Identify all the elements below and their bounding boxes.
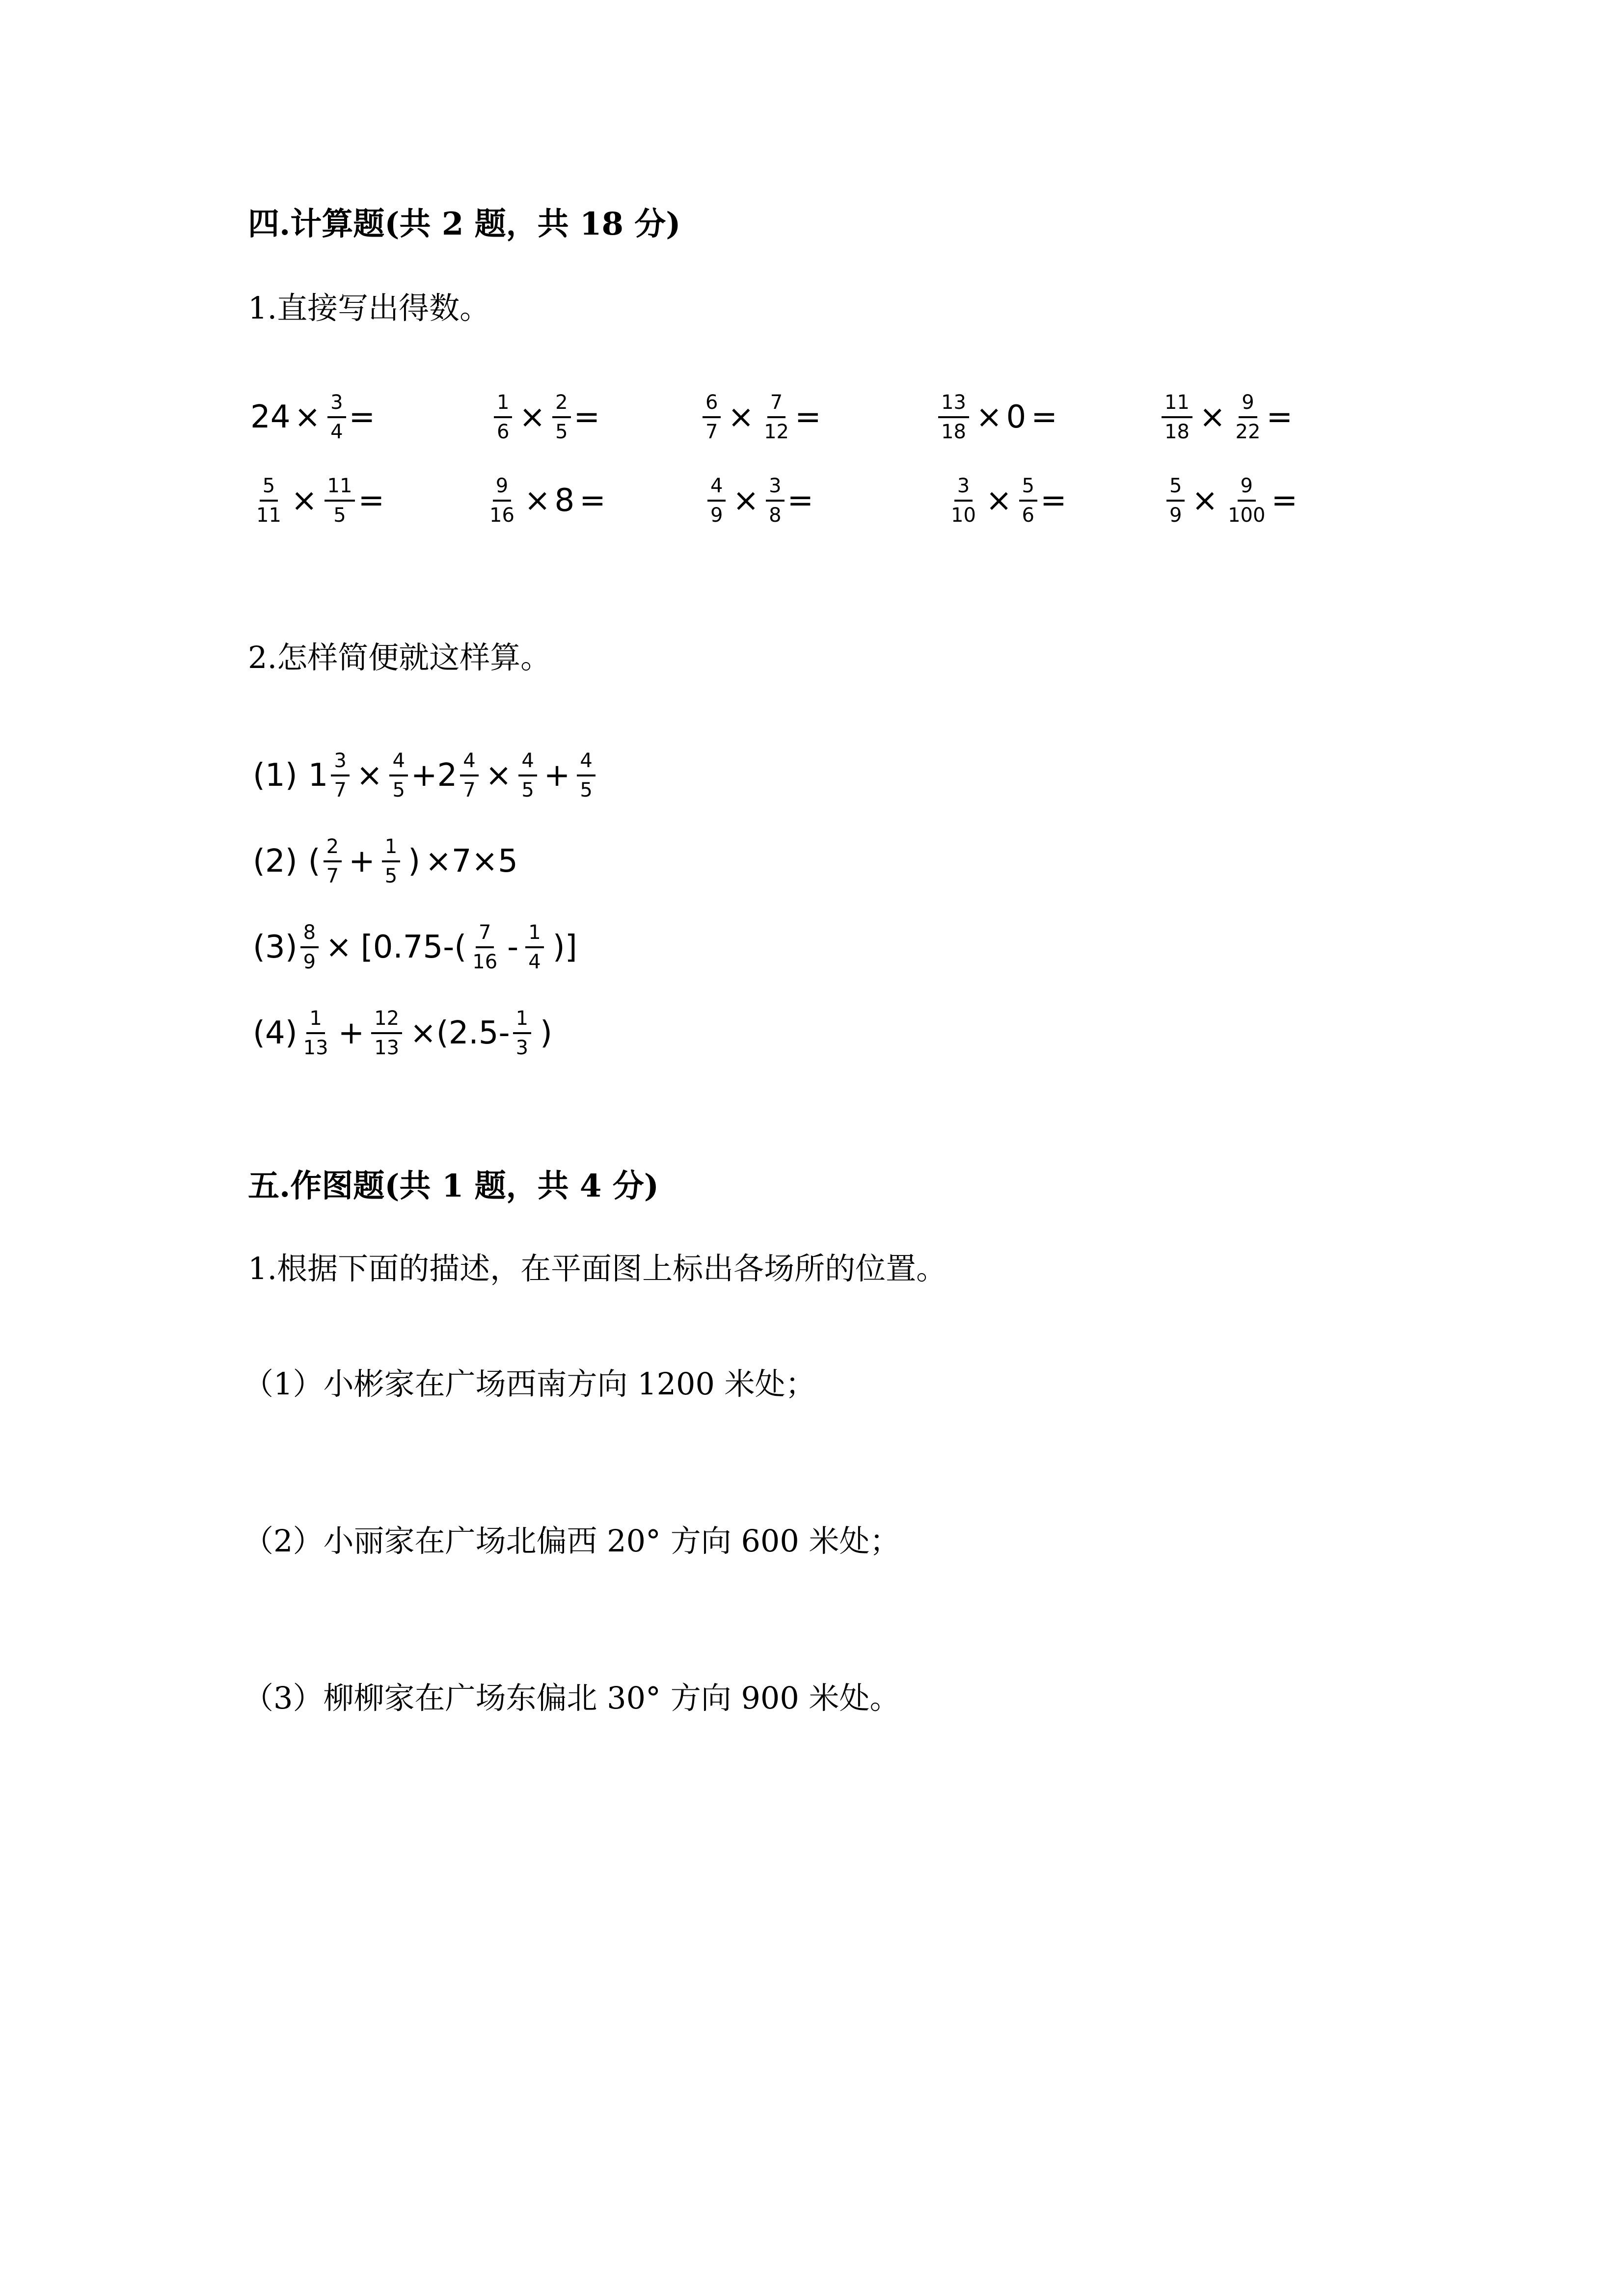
fraction: $\frac{6}{7}$ xyxy=(703,393,721,442)
fraction: $\frac{11}{5}$ xyxy=(325,476,355,525)
equals: = xyxy=(358,482,385,519)
fraction: $\frac{2}{5}$ xyxy=(552,393,570,442)
paren: ( xyxy=(308,843,321,880)
times: × xyxy=(291,482,318,519)
equals: = xyxy=(579,482,606,519)
paren-expr: ×(2.5- xyxy=(410,1015,510,1051)
equals: = xyxy=(1271,482,1298,519)
times: × xyxy=(524,482,551,519)
fraction: $\frac{5}{11}$ xyxy=(256,475,281,527)
problem-1 xyxy=(253,751,598,800)
fraction: $\frac{1}{13}$ xyxy=(303,1007,328,1059)
fraction: $\frac{4}{7}$ xyxy=(460,751,478,800)
expr-r1-5 xyxy=(1159,393,1293,442)
problem-2 xyxy=(253,837,518,886)
fraction: $\frac{5}{6}$ xyxy=(1019,476,1037,525)
fraction: $\frac{13}{18}$ xyxy=(938,393,969,442)
fraction: $\frac{4}{5}$ xyxy=(518,751,537,800)
fraction: $\frac{2}{7}$ xyxy=(324,837,342,886)
fraction: $\frac{12}{13}$ xyxy=(371,1009,402,1058)
equals: = xyxy=(349,399,376,435)
fraction: $\frac{5}{9}$ xyxy=(1166,476,1185,525)
paren: )] xyxy=(552,929,577,965)
times: × xyxy=(294,399,321,435)
expr-r2-2 xyxy=(484,476,606,525)
fraction: $\frac{4}{9}$ xyxy=(707,476,726,525)
times: × xyxy=(356,757,383,794)
fraction: $\frac{1}{6}$ xyxy=(494,393,512,442)
problem-3 xyxy=(253,923,577,972)
equals: = xyxy=(794,399,821,435)
equals: = xyxy=(573,399,600,435)
fraction: $\frac{11}{18}$ xyxy=(1162,393,1192,442)
whole: 1 xyxy=(308,757,328,794)
description-item: （1）小彬家在广场西南方向 1200 米处； xyxy=(243,1366,816,1402)
plus: + xyxy=(338,1015,365,1051)
description-item: （3）柳柳家在广场东偏北 30° 方向 900 米处。 xyxy=(243,1680,900,1716)
times: × xyxy=(325,929,352,965)
fraction: $\frac{3}{10}$ xyxy=(951,475,976,527)
fraction: $\frac{8}{9}$ xyxy=(300,923,319,972)
minus: - xyxy=(507,929,519,965)
times: × xyxy=(1191,482,1218,519)
bracket-expr: [0.75-( xyxy=(360,929,467,965)
equals: = xyxy=(787,482,814,519)
plus: +2 xyxy=(410,757,458,794)
times: × xyxy=(975,399,1002,435)
expr-r2-5 xyxy=(1164,476,1298,525)
fraction: $\frac{3}{8}$ xyxy=(766,476,784,525)
fraction: $\frac{1}{5}$ xyxy=(382,837,400,886)
problem-label: (3) xyxy=(253,929,298,965)
fraction: $\frac{1}{3}$ xyxy=(513,1009,531,1058)
question-1-prompt: 1.根据下面的描述，在平面图上标出各场所的位置。 xyxy=(248,1251,947,1286)
problem-4 xyxy=(253,1009,552,1058)
expr-r2-4 xyxy=(945,476,1067,525)
fraction: $\frac{3}{7}$ xyxy=(331,751,349,800)
fraction: $\frac{9}{16}$ xyxy=(489,475,514,527)
times: × xyxy=(985,482,1012,519)
equals: = xyxy=(1266,399,1293,435)
tail: ×7×5 xyxy=(425,843,518,880)
problem-label: (1) xyxy=(253,757,298,794)
whole: 8 xyxy=(554,482,575,519)
fraction: $\frac{4}{5}$ xyxy=(389,751,407,800)
whole: 24 xyxy=(250,399,291,435)
description-item: （2）小丽家在广场北偏西 20° 方向 600 米处； xyxy=(243,1523,900,1559)
paren: ) xyxy=(408,843,421,880)
question-1-prompt: 1.直接写出得数。 xyxy=(248,290,490,326)
expr-r1-3 xyxy=(700,393,821,442)
expr-r1-1 xyxy=(250,393,375,442)
expr-r1-2 xyxy=(491,393,600,442)
fraction: $\frac{1}{4}$ xyxy=(525,923,543,972)
fraction: $\frac{7}{12}$ xyxy=(764,391,789,443)
times: × xyxy=(485,757,512,794)
times: × xyxy=(728,399,755,435)
fraction: $\frac{9}{22}$ xyxy=(1235,391,1261,443)
times: × xyxy=(1199,399,1226,435)
plus: + xyxy=(543,757,570,794)
times: × xyxy=(732,482,759,519)
section-4-title: 四.计算题(共 2 题，共 18 分) xyxy=(248,206,681,242)
expr-r2-1 xyxy=(250,476,384,525)
problem-label: (4) xyxy=(253,1015,298,1051)
equals: = xyxy=(1031,399,1057,435)
plus: + xyxy=(349,843,375,880)
whole: 0 xyxy=(1006,399,1027,435)
fraction: $\frac{4}{5}$ xyxy=(577,751,595,800)
fraction: $\frac{7}{16}$ xyxy=(472,921,498,973)
paren: ) xyxy=(540,1015,552,1051)
times: × xyxy=(519,399,546,435)
section-5-title: 五.作图题(共 1 题，共 4 分) xyxy=(248,1168,659,1204)
fraction: $\frac{3}{4}$ xyxy=(327,393,346,442)
question-2-prompt: 2.怎样简便就这样算。 xyxy=(248,640,551,675)
equals: = xyxy=(1040,482,1067,519)
problem-label: (2) xyxy=(253,843,298,880)
expr-r1-4 xyxy=(935,393,1057,442)
fraction: $\frac{9}{100}$ xyxy=(1228,475,1266,527)
expr-r2-3 xyxy=(704,476,813,525)
